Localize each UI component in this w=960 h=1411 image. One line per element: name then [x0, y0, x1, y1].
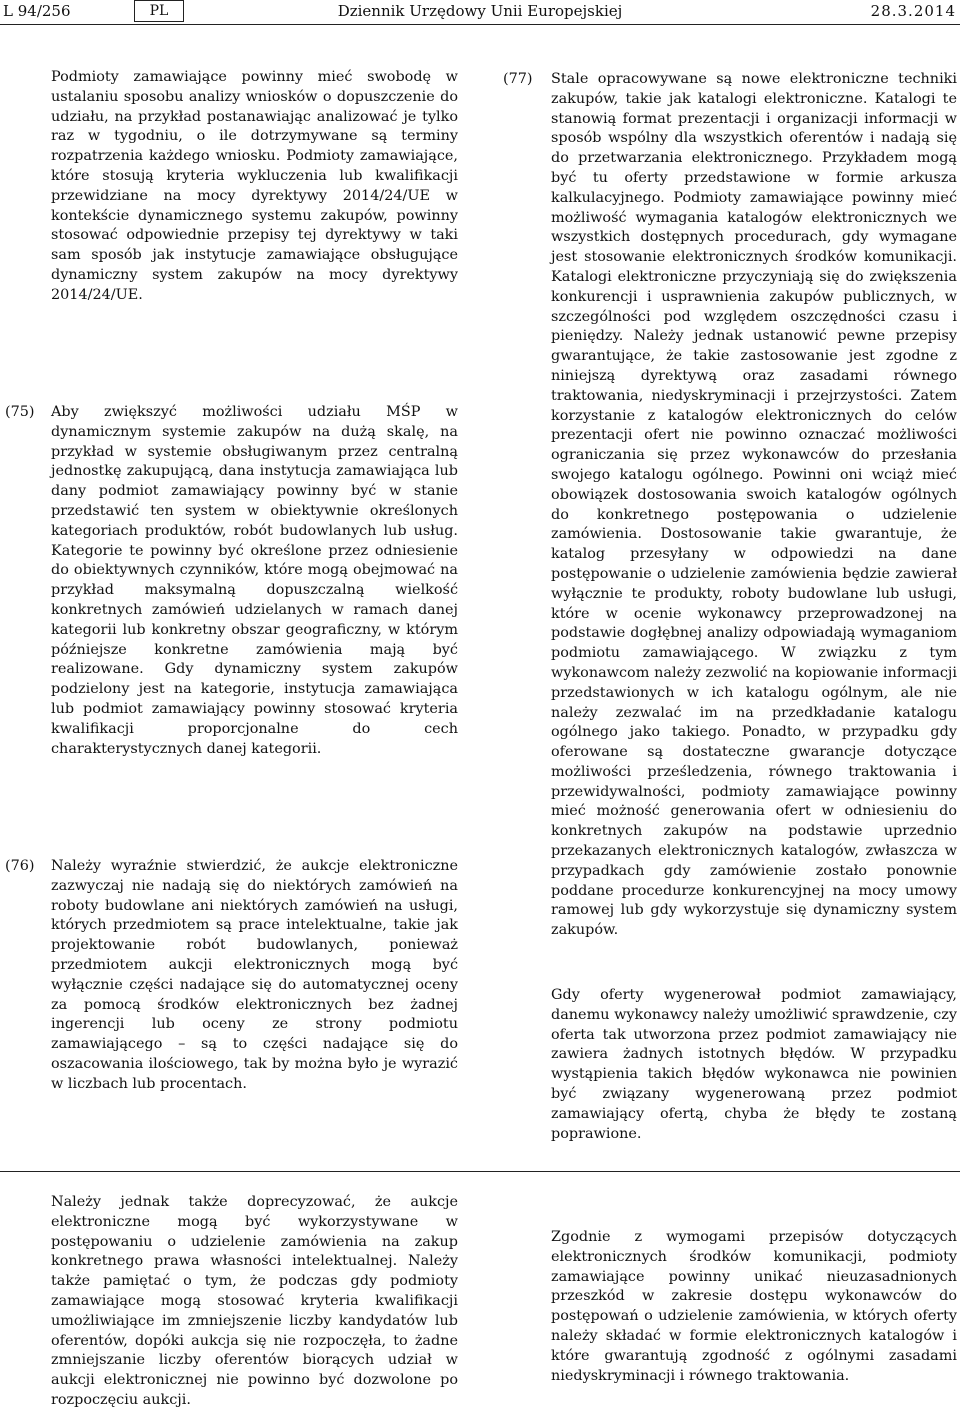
- page-number: L 94/256: [3, 2, 71, 20]
- recital-77-text: Stale opracowywane są nowe elektroniczne techniki zakupów, takie jak katalogi elektroniczne. Katalogi te stanowią format prezentacji i organizacji informacji w sposób wspólny dla wszystkich oferentów i nadają się do przetwarzania elektronicznego. Przykładem mogą być tu oferty przedstawione w formie arkusza kalkulacyjnego. Podmioty zamawiające powinny mieć możliwość wymagania katalogów elektronicznych we wszystkich dostępnych procedurach, gdy wymagane jest stosowanie elektronicznych środków komunikacji. Katalogi elektroniczne przyczyniają się do zwiększenia konkurencji i usprawnienia zakupów publicznych, w szczególności pod względem oszczędności czasu i pieniędzy. Należy jednak ustanowić pewne przepisy gwarantujące, że takie zastosowanie jest zgodne z niniejszą dyrektywą oraz zasadami równego traktowania, niedyskryminacji i przejrzystości. Zatem korzystanie z katalogów elektronicznych do celów prezentacji ofert nie powinno oznaczać możliwości ograniczania się przez wykonawców do przesłania swojego katalogu ogólnego. Powinni oni wciąż mieć obowiązek dostosowania swoich katalogów ogólnych do konkretnego postępowania o udzielenie zamówienia. Dostosowanie takie gwarantuje, że katalog przesyłany w odpowiedzi na dane postępowanie o udzielenie zamówienia będzie zawierał wyłącznie te produkty, roboty budowlane lub usługi, które w ocenie wykonawcy przeprowadzonej na podstawie dogłębnej analizy odpowiadają wymaganiom podmiotu zamawiającego. W związku z tym wykonawcom należy zezwolić na kopiowanie informacji przedstawionych w ich katalogu ogólnym, ale nie należy zezwalać im na przedkładanie katalogu ogólnego jako takiego. Ponadto, w przypadku gdy oferowane są dostateczne gwarancje dotyczące możliwości prześledzenia, równego traktowania i przewidywalności, podmioty zamawiające powinny mieć możność generowania ofert w odniesieniu do konkretnych zakupów na podstawie uprzednio przekazanych elektronicznych katalogów, zwłaszcza w przypadkach gdy zamówienie zostało ponownie poddane procedurze konkurencyjnej na mocy umowy ramowej lub gdy wykorzystuje się dynamiczny system zakupów.: [551, 71, 957, 939]
- left-bottom-paragraph: Należy jednak także doprecyzować, że aukcje elektroniczne mogą być wykorzystywane w postępowaniu o udzielenie zamówienia na zakup konkretnego prawa własności intelektualnej. Należy także pamiętać o tym, że podczas gdy podmioty zamawiające mogą stosować kryteria kwalifikacji umożliwiające im zmniejszenie liczby kandydatów lub oferentów, dopóki aukcja się nie rozpoczęła, to żadne zmniejszanie liczby oferentów biorących udział w aukcji elektronicznej nie powinno być dozwolone po rozpoczęciu aukcji.: [51, 1194, 458, 1408]
- language-badge: PL: [134, 0, 184, 22]
- journal-title: Dziennik Urzędowy Unii Europejskiej: [337, 2, 623, 20]
- recital-76-number: (76): [5, 858, 35, 874]
- recital-75-text: Aby zwiększyć możliwości udziału MŚP w dynamicznym systemie zakupów na dużą skalę, na przykład w systemie obsługiwanym przez centralną jednostkę zakupującą, dana instytucja zamawiająca lub dany podmiot zamawiający powinny być w stanie przedstawić ten system w obiektywnie określonych kategoriach produktów, robót budowlanych lub usług. Kategorie te powinny być określone przez odniesienie do obiektywnych czynników, które mogą obejmować na przykład maksymalną dopuszczalną wielkość konkretnych zamówień udzielanych w ramach danej kategorii lub konkretny obszar geograficzny, w którym późniejsze konkretne zamówienia mają być realizowane. Gdy dynamiczny system zakupów podzielony jest na kategorie, instytucja zamawiająca lub podmiot zamawiający powinny stosować kryteria kwalifikacji proporcjonalne do cech charakterystycznych danej kategorii.: [51, 404, 458, 757]
- publication-date: 28.3.2014: [870, 2, 956, 20]
- page-header: [0, 0, 960, 40]
- footnote-separator: [0, 1171, 960, 1172]
- intro-paragraph: Podmioty zamawiające powinny mieć swobodę w ustalaniu sposobu analizy wniosków o dopuszczenie do udziału, na przykład postanawiając analizować je tylko raz w tygodniu, o ile dotrzymywane są terminy rozpatrzenia każdego wniosku. Podmioty zamawiające, które stosują kryteria wykluczenia lub kwalifikacji przewidziane na mocy dyrektywy 2014/24/UE w kontekście dynamicznego systemu zakupów, powinny stosować odpowiednie przepisy tej dyrektywy w taki sam sposób jak instytucje zamawiające obsługujące dynamiczny system zakupów na mocy dyrektywy 2014/24/UE.: [51, 69, 458, 303]
- right-paragraph-2: Gdy oferty wygenerował podmiot zamawiający, danemu wykonawcy należy umożliwić sprawdzenie, czy oferta tak utworzona przez podmiot zamawiający nie zawiera żadnych istotnych błędów. W przypadku wystąpienia takich błędów wykonawca nie powinien być związany wygenerowaną przez podmiot zamawiający ofertą, chyba że błędy te zostaną poprawione.: [551, 987, 957, 1142]
- recital-75-number: (75): [5, 404, 35, 420]
- header-rule: [0, 24, 960, 25]
- recital-77-number: (77): [503, 71, 533, 87]
- recital-76-text: Należy wyraźnie stwierdzić, że aukcje elektroniczne zazwyczaj nie nadają się do niektórych zamówień na roboty budowlane ani niektórych zamówień na usługi, których przedmiotem są prace intelektualne, takie jak projektowanie robót budowlanych, ponieważ przedmiotem aukcji elektronicznych mogą być wyłącznie części nadające się do automatycznej oceny za pomocą środków elektronicznych bez żadnej ingerencji lub oceny ze strony podmiotu zamawiającego – są to części nadające się do oszacowania ilościowego, tak by można było je wyrazić w liczbach lub procentach.: [51, 858, 458, 1092]
- right-bottom-paragraph: Zgodnie z wymogami przepisów dotyczących elektronicznych środków komunikacji, podmioty zamawiające powinny unikać nieuzasadnionych przeszkód w zakresie dostępu wykonawców do postępowań o udzielenie zamówienia, w których oferty należy składać w formie elektronicznych katalogów i które gwarantują zgodność z ogólnymi zasadami niedyskryminacji i równego traktowania.: [551, 1229, 957, 1384]
